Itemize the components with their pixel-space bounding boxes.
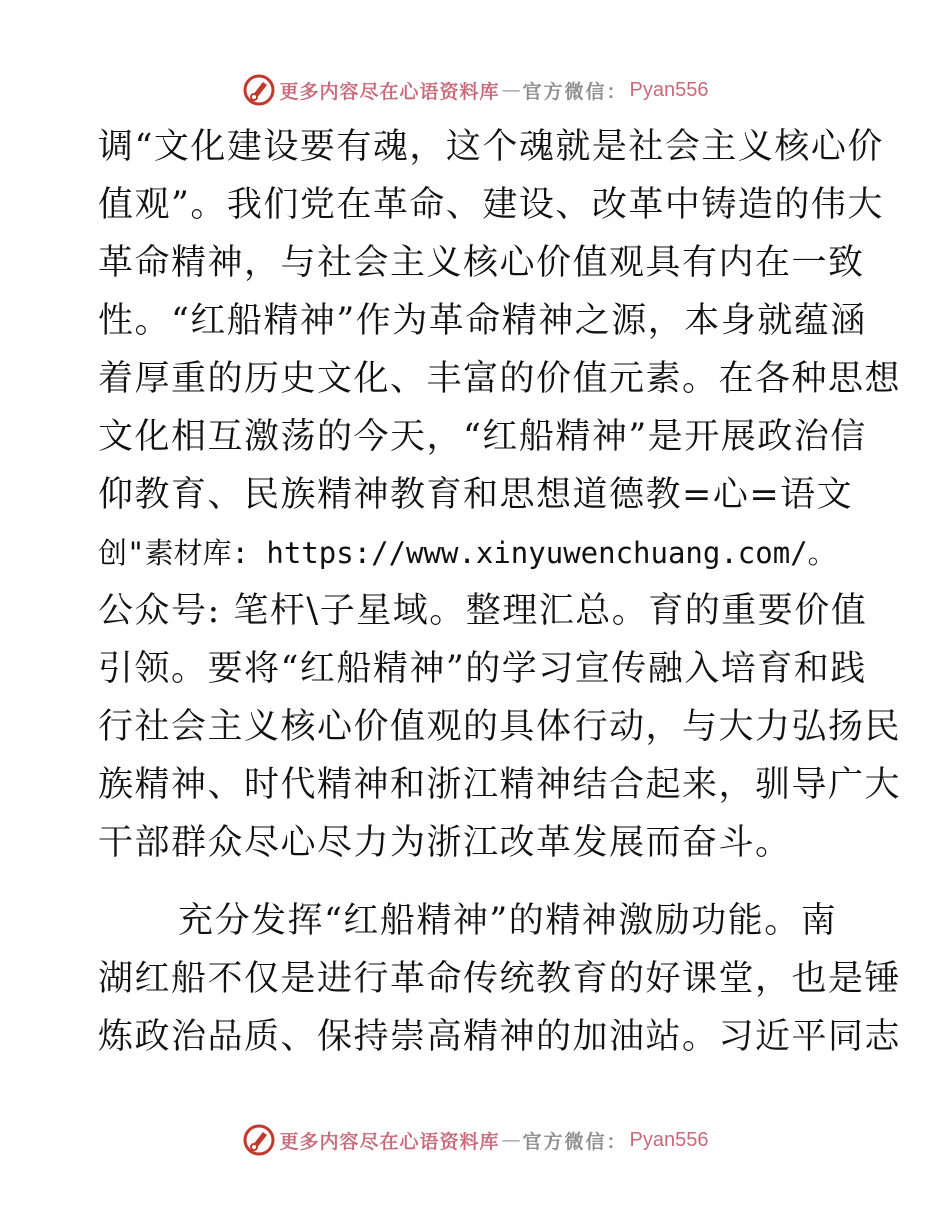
paragraph-line: 革命精神，与社会主义核心价值观具有内在一致 — [98, 243, 865, 283]
paragraph-line: 性。“红船精神”作为革命精神之源，本身就蕴涵 — [98, 301, 867, 341]
banner-slogan: 更多内容尽在心语资料库 — [279, 1130, 500, 1153]
footer-banner — [0, 1120, 950, 1160]
paragraph-line: 族精神、时代精神和浙江精神结合起来，驯导广大 — [98, 765, 902, 805]
paragraph-line: 公众号: 笔杆\子星域。整理汇总。育的重要价值 — [98, 591, 868, 631]
brand-logo-icon — [242, 1123, 276, 1157]
banner-dash: — — [501, 79, 521, 101]
banner-wechat-id: Pyan556 — [629, 78, 709, 101]
paragraph-line: 炼政治品质、保持崇高精神的加油站。习近平同志 — [98, 1017, 902, 1057]
paragraph-line-url: 创"素材库: https://www.xinyuwenchuang.com/。 — [98, 536, 837, 570]
banner-wechat-label: 官方微信： — [522, 1130, 628, 1153]
header-banner — [0, 70, 950, 110]
brand-logo-icon — [242, 73, 276, 107]
paragraph-line: 文化相互激荡的今天，“红船精神”是开展政治信 — [98, 417, 867, 457]
paragraph-line: 仰教育、民族精神教育和思想道德教=心=语文 — [98, 475, 854, 515]
paragraph-line: 湖红船不仅是进行革命传统教育的好课堂，也是锤 — [98, 959, 902, 999]
banner-slogan: 更多内容尽在心语资料库 — [279, 80, 500, 103]
paragraph-line: 干部群众尽心尽力为浙江改革发展而奋斗。 — [98, 823, 792, 863]
paragraph-line: 引领。要将“红船精神”的学习宣传融入培育和践 — [98, 649, 867, 689]
banner-dash: — — [501, 1129, 521, 1151]
paragraph-line-first: 充分发挥“红船精神”的精神激励功能。南 — [178, 901, 838, 941]
document-body — [98, 118, 902, 1066]
paragraph-line: 行社会主义核心价值观的具体行动，与大力弘扬民 — [98, 707, 902, 747]
banner-wechat-label: 官方微信： — [522, 80, 628, 103]
paragraph-line: 调“文化建设要有魂，这个魂就是社会主义核心价 — [98, 127, 884, 167]
paragraph-line: 着厚重的历史文化、丰富的价值元素。在各种思想 — [98, 359, 902, 399]
paragraph-line: 值观”。我们党在革命、建设、改革中铸造的伟大 — [98, 185, 884, 225]
banner-wechat-id: Pyan556 — [629, 1128, 709, 1151]
